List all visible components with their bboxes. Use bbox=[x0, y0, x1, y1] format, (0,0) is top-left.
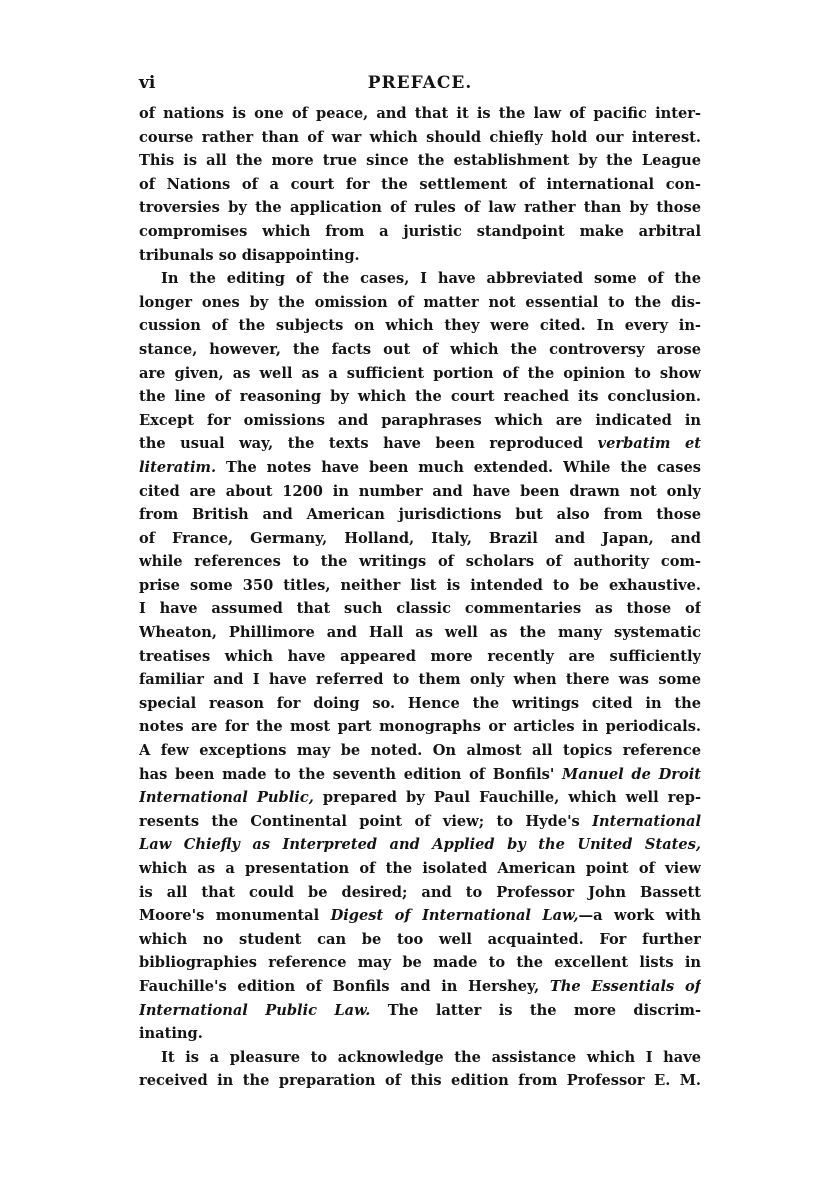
text-segment: longer ones by the omission of matter not essential to the dis- bbox=[139, 293, 701, 311]
text-segment: the usual way, the texts have been reproduced bbox=[139, 435, 598, 453]
text-line bbox=[139, 668, 701, 692]
italic-segment: verbatim et bbox=[597, 435, 701, 453]
text-line bbox=[139, 1046, 701, 1070]
text-line bbox=[139, 244, 701, 268]
text-line bbox=[139, 904, 701, 928]
text-line bbox=[139, 149, 701, 173]
text-line bbox=[139, 999, 701, 1023]
text-segment: of France, Germany, Holland, Italy, Brazil and Japan, and bbox=[139, 529, 701, 547]
italic-segment: International Public, bbox=[139, 789, 314, 807]
text-line bbox=[139, 409, 701, 433]
italic-segment: Digest of International Law, bbox=[330, 907, 579, 925]
text-line bbox=[139, 527, 701, 551]
text-line bbox=[139, 975, 701, 999]
text-line bbox=[139, 833, 701, 857]
text-line bbox=[139, 291, 701, 315]
italic-segment: Law Chiefly as Interpreted and Applied by the United States, bbox=[139, 836, 701, 854]
text-line bbox=[139, 385, 701, 409]
text-segment: resents the Continental point of view; to Hyde's bbox=[139, 812, 593, 830]
text-segment: This is all the more true since the establishment by the League bbox=[139, 152, 701, 170]
paragraph bbox=[139, 267, 701, 1046]
document-page bbox=[139, 68, 701, 1093]
text-segment: Moore's monumental bbox=[139, 907, 331, 925]
text-segment: which no student can be too well acquainted. For further bbox=[139, 930, 701, 948]
text-line bbox=[139, 951, 701, 975]
text-segment: received in the preparation of this edition from Professor E. M. bbox=[139, 1072, 701, 1090]
running-head bbox=[139, 68, 701, 98]
text-line bbox=[139, 456, 701, 480]
italic-segment: literatim. bbox=[139, 458, 217, 476]
text-segment: is all that could be desired; and to Professor John Bassett bbox=[139, 883, 701, 901]
text-line bbox=[139, 196, 701, 220]
text-segment: cited are about 1200 in number and have been drawn not only bbox=[139, 482, 701, 500]
text-line bbox=[139, 362, 701, 386]
text-segment: are given, as well as a sufficient portion of the opinion to show bbox=[139, 364, 701, 382]
text-line bbox=[139, 314, 701, 338]
text-segment: It is a pleasure to acknowledge the assistance which I have bbox=[161, 1048, 701, 1066]
text-line bbox=[139, 881, 701, 905]
text-line bbox=[139, 1069, 701, 1093]
text-segment: Except for omissions and paraphrases which are indicated in bbox=[139, 411, 701, 429]
text-segment: The latter is the more discrim- bbox=[370, 1001, 701, 1019]
text-segment: cussion of the subjects on which they were cited. In every in- bbox=[139, 317, 701, 335]
text-line bbox=[139, 338, 701, 362]
text-segment: of Nations of a court for the settlement of international con- bbox=[139, 175, 701, 193]
italic-segment: International Public Law. bbox=[139, 1001, 371, 1019]
text-line bbox=[139, 432, 701, 456]
text-segment: the line of reasoning by which the court reached its conclusion. bbox=[139, 388, 701, 406]
text-line bbox=[139, 763, 701, 787]
text-segment: which as a presentation of the isolated American point of view bbox=[139, 860, 701, 877]
text-segment: —a work with bbox=[578, 907, 701, 925]
text-segment: notes are for the most part monographs or articles in periodicals. bbox=[139, 718, 701, 736]
text-line bbox=[139, 503, 701, 527]
text-line bbox=[139, 692, 701, 716]
text-line bbox=[139, 1022, 701, 1046]
text-segment: Wheaton, Phillimore and Hall as well as the many systematic bbox=[139, 624, 701, 642]
text-line bbox=[139, 480, 701, 504]
text-line bbox=[139, 810, 701, 834]
text-segment: familiar and I have referred to them only when there was some bbox=[139, 671, 701, 689]
text-segment: Fauchille's edition of Bonfils and in Hershey, bbox=[139, 977, 550, 995]
body-text bbox=[139, 102, 701, 1093]
text-line bbox=[139, 786, 701, 810]
text-segment: prepared by Paul Fauchille, which well rep- bbox=[313, 789, 701, 807]
text-segment: course rather than of war which should chiefly hold our interest. bbox=[139, 128, 701, 146]
text-line bbox=[139, 645, 701, 669]
text-segment: compromises which from a juristic standpoint make arbitral bbox=[139, 222, 701, 240]
paragraph bbox=[139, 102, 701, 267]
text-segment: prise some 350 titles, neither list is intended to be exhaustive. bbox=[139, 576, 701, 594]
text-line bbox=[139, 102, 701, 126]
text-line bbox=[139, 739, 701, 763]
text-segment: inating. bbox=[139, 1025, 203, 1043]
text-line bbox=[139, 126, 701, 150]
text-line bbox=[139, 574, 701, 598]
text-segment: stance, however, the facts out of which the controversy arose bbox=[139, 340, 701, 358]
text-segment: A few exceptions may be noted. On almost all topics reference bbox=[139, 742, 701, 760]
italic-segment: The Essentials of bbox=[549, 977, 701, 995]
text-segment: bibliographies reference may be made to the excellent lists in bbox=[139, 954, 701, 972]
text-line bbox=[139, 550, 701, 574]
text-line bbox=[139, 597, 701, 621]
text-line bbox=[139, 928, 701, 952]
italic-segment: Manuel de Droit bbox=[562, 765, 701, 783]
text-line bbox=[139, 857, 701, 881]
text-line bbox=[139, 220, 701, 244]
running-title: PREFACE. bbox=[367, 73, 473, 93]
italic-segment: International bbox=[592, 812, 701, 830]
page-number: vi bbox=[139, 73, 156, 93]
text-segment: special reason for doing so. Hence the writings cited in the bbox=[139, 694, 701, 712]
text-segment: treatises which have appeared more recently are sufficiently bbox=[139, 647, 701, 665]
text-segment: In the editing of the cases, I have abbreviated some of the bbox=[161, 270, 701, 288]
text-segment: I have assumed that such classic commentaries as those of bbox=[139, 600, 701, 618]
text-segment: has been made to the seventh edition of Bonfils' bbox=[139, 765, 563, 783]
text-segment: The notes have been much extended. While the cases bbox=[216, 458, 701, 476]
text-segment: from British and American jurisdictions but also from those bbox=[139, 506, 701, 524]
text-segment: of nations is one of peace, and that it is the law of pacific inter- bbox=[139, 105, 701, 122]
text-line bbox=[139, 173, 701, 197]
paragraph bbox=[139, 1046, 701, 1093]
text-segment: while references to the writings of scholars of authority com- bbox=[139, 553, 701, 571]
text-segment: tribunals so disappointing. bbox=[139, 246, 360, 264]
text-line bbox=[139, 621, 701, 645]
text-segment: troversies by the application of rules of law rather than by those bbox=[139, 199, 701, 217]
text-line bbox=[139, 715, 701, 739]
text-line bbox=[139, 267, 701, 291]
